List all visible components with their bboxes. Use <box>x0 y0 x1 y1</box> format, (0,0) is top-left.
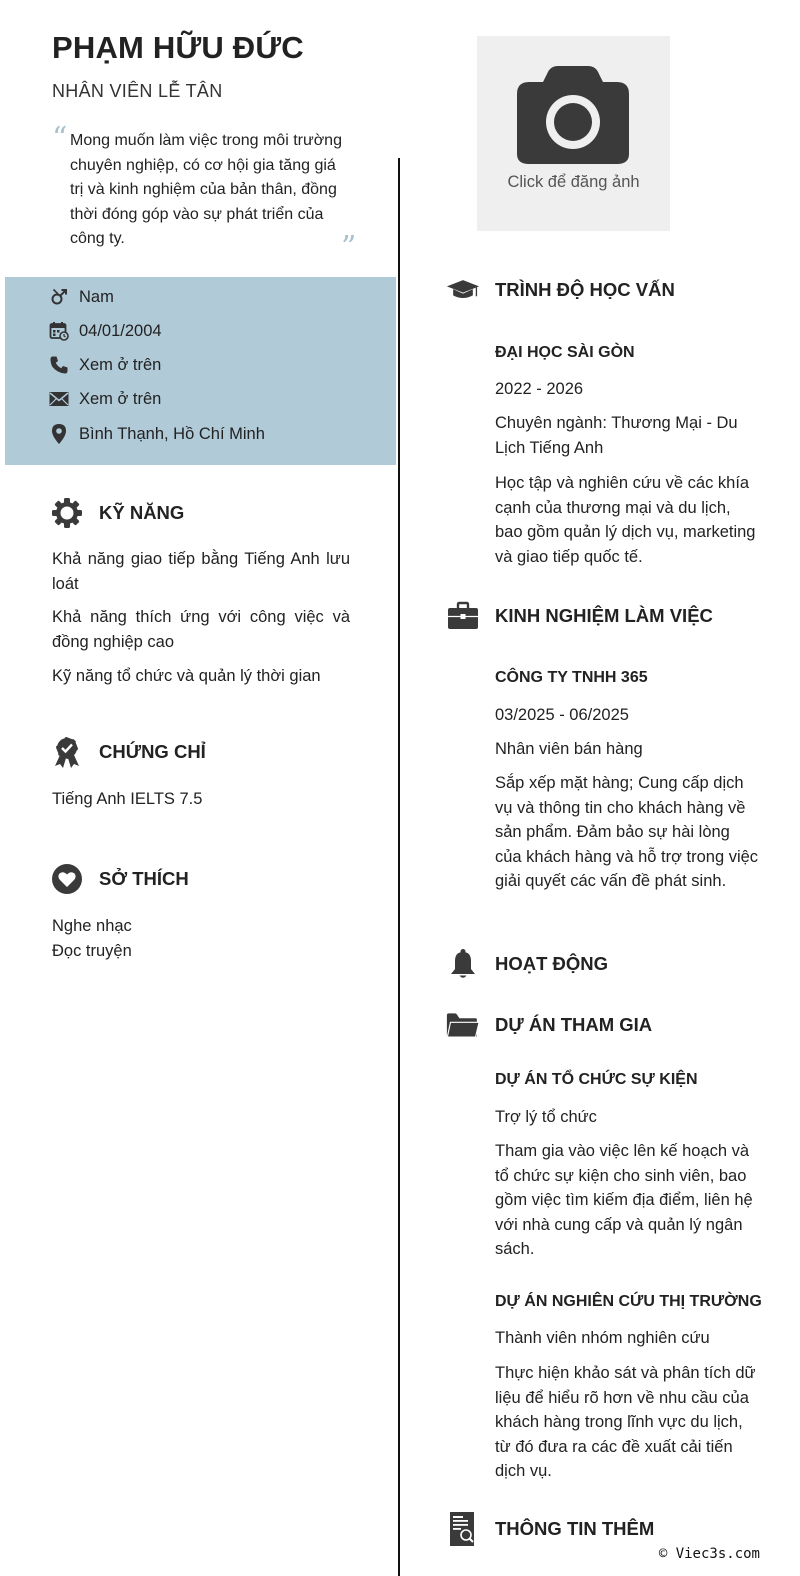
project-description: Tham gia vào việc lên kế hoạch và tổ chức sự kiện cho sinh viên, bao gồm việc tìm kiếm địa điểm, liên hệ với nhà cung cấp và quản lý ngân sách. <box>495 1142 753 1258</box>
email-value: Xem ở trên <box>79 389 162 408</box>
calendar-icon <box>48 320 70 342</box>
photo-upload[interactable] <box>477 36 670 231</box>
gender-value: Nam <box>79 287 114 306</box>
watermark: © Viec3s.com <box>658 1546 760 1562</box>
folder-icon <box>446 1008 480 1042</box>
project-name: DỰ ÁN TỔ CHỨC SỰ KIỆN <box>495 1071 698 1088</box>
bell-icon <box>446 947 480 981</box>
project-name: DỰ ÁN NGHIÊN CỨU THỊ TRƯỜNG <box>495 1293 762 1310</box>
skill-item: Khả năng giao tiếp bằng Tiếng Anh lưu loát <box>52 550 350 593</box>
project-role: Trợ lý tổ chức <box>495 1108 597 1126</box>
phone-icon <box>48 354 70 376</box>
hobbies-heading <box>50 862 189 896</box>
education-description: Học tập và nghiên cứu về các khía cạnh của thương mại và du lịch, bao gồm quản lý dịch vụ, marketing và giao tiếp quốc tế. <box>495 474 756 566</box>
document-search-icon <box>446 1512 480 1546</box>
education-major: Chuyên ngành: Thương Mại - Du Lịch Tiếng Anh <box>495 414 738 457</box>
skills-heading <box>50 496 185 530</box>
hobby-item: Nghe nhạc <box>52 917 132 935</box>
career-objective: Mong muốn làm việc trong môi trường chuyên nghiệp, có cơ hội gia tăng giá trị và kinh nghiệm của bản thân, đồng thời đóng góp vào sự phát triển của công ty. <box>70 132 342 247</box>
quote-close-icon: ” <box>341 230 357 265</box>
certificates-title: CHỨNG CHỈ <box>99 741 206 762</box>
company-name: CÔNG TY TNHH 365 <box>495 669 648 686</box>
location-icon <box>48 423 70 445</box>
education-title: TRÌNH ĐỘ HỌC VẤN <box>495 279 675 300</box>
experience-period: 03/2025 - 06/2025 <box>495 706 629 724</box>
gender-icon <box>48 286 70 308</box>
activities-title: HOẠT ĐỘNG <box>495 953 609 974</box>
skill-item: Kỹ năng tổ chức và quản lý thời gian <box>52 667 321 685</box>
briefcase-icon <box>446 599 480 633</box>
email-icon <box>48 388 70 410</box>
experience-description: Sắp xếp mặt hàng; Cung cấp dịch vụ và thông tin cho khách hàng về sản phẩm. Đảm bảo sự hài lòng của khách hàng và hỗ trợ trong việc giải quyết các vấn đề phát sinh. <box>495 774 759 890</box>
project-description: Thực hiện khảo sát và phân tích dữ liệu để hiểu rõ hơn về nhu cầu của khách hàng trong lĩnh vực du lịch, từ đó đưa ra các đề xuất cải tiến dịch vụ. <box>495 1364 756 1480</box>
graduation-cap-icon <box>446 273 480 307</box>
certificates-heading <box>50 735 206 769</box>
skills-title: KỸ NĂNG <box>99 502 185 523</box>
activities-heading <box>446 947 609 981</box>
address-value: Bình Thạnh, Hồ Chí Minh <box>79 424 265 443</box>
experience-title: KINH NGHIỆM LÀM VIỆC <box>495 605 713 626</box>
quote-open-icon: “ <box>52 121 68 156</box>
hobbies-title: SỞ THÍCH <box>99 868 189 889</box>
certificate-item: Tiếng Anh IELTS 7.5 <box>52 790 203 808</box>
phone-value: Xem ở trên <box>79 355 162 374</box>
education-heading <box>446 273 675 307</box>
candidate-name: PHẠM HỮU ĐỨC <box>52 30 304 65</box>
birthday-value: 04/01/2004 <box>79 321 162 340</box>
award-badge-icon <box>50 735 84 769</box>
heart-icon <box>50 862 84 896</box>
additional-info-heading <box>446 1512 655 1546</box>
column-divider <box>398 158 400 1576</box>
contact-info-box <box>5 277 396 465</box>
skill-item: Khả năng thích ứng với công việc và đồng nghiệp cao <box>52 608 350 651</box>
experience-position: Nhân viên bán hàng <box>495 740 643 758</box>
camera-icon <box>515 64 631 166</box>
project-role: Thành viên nhóm nghiên cứu <box>495 1329 710 1347</box>
projects-title: DỰ ÁN THAM GIA <box>495 1014 653 1035</box>
projects-heading <box>446 1008 653 1042</box>
education-period: 2022 - 2026 <box>495 380 584 398</box>
experience-heading <box>446 599 713 633</box>
gear-icon <box>50 496 84 530</box>
photo-upload-label: Click để đăng ảnh <box>507 173 640 191</box>
job-title: NHÂN VIÊN LỄ TÂN <box>52 81 223 101</box>
additional-info-title: THÔNG TIN THÊM <box>495 1518 655 1539</box>
hobby-item: Đọc truyện <box>52 942 132 960</box>
school-name: ĐẠI HỌC SÀI GÒN <box>495 344 635 361</box>
